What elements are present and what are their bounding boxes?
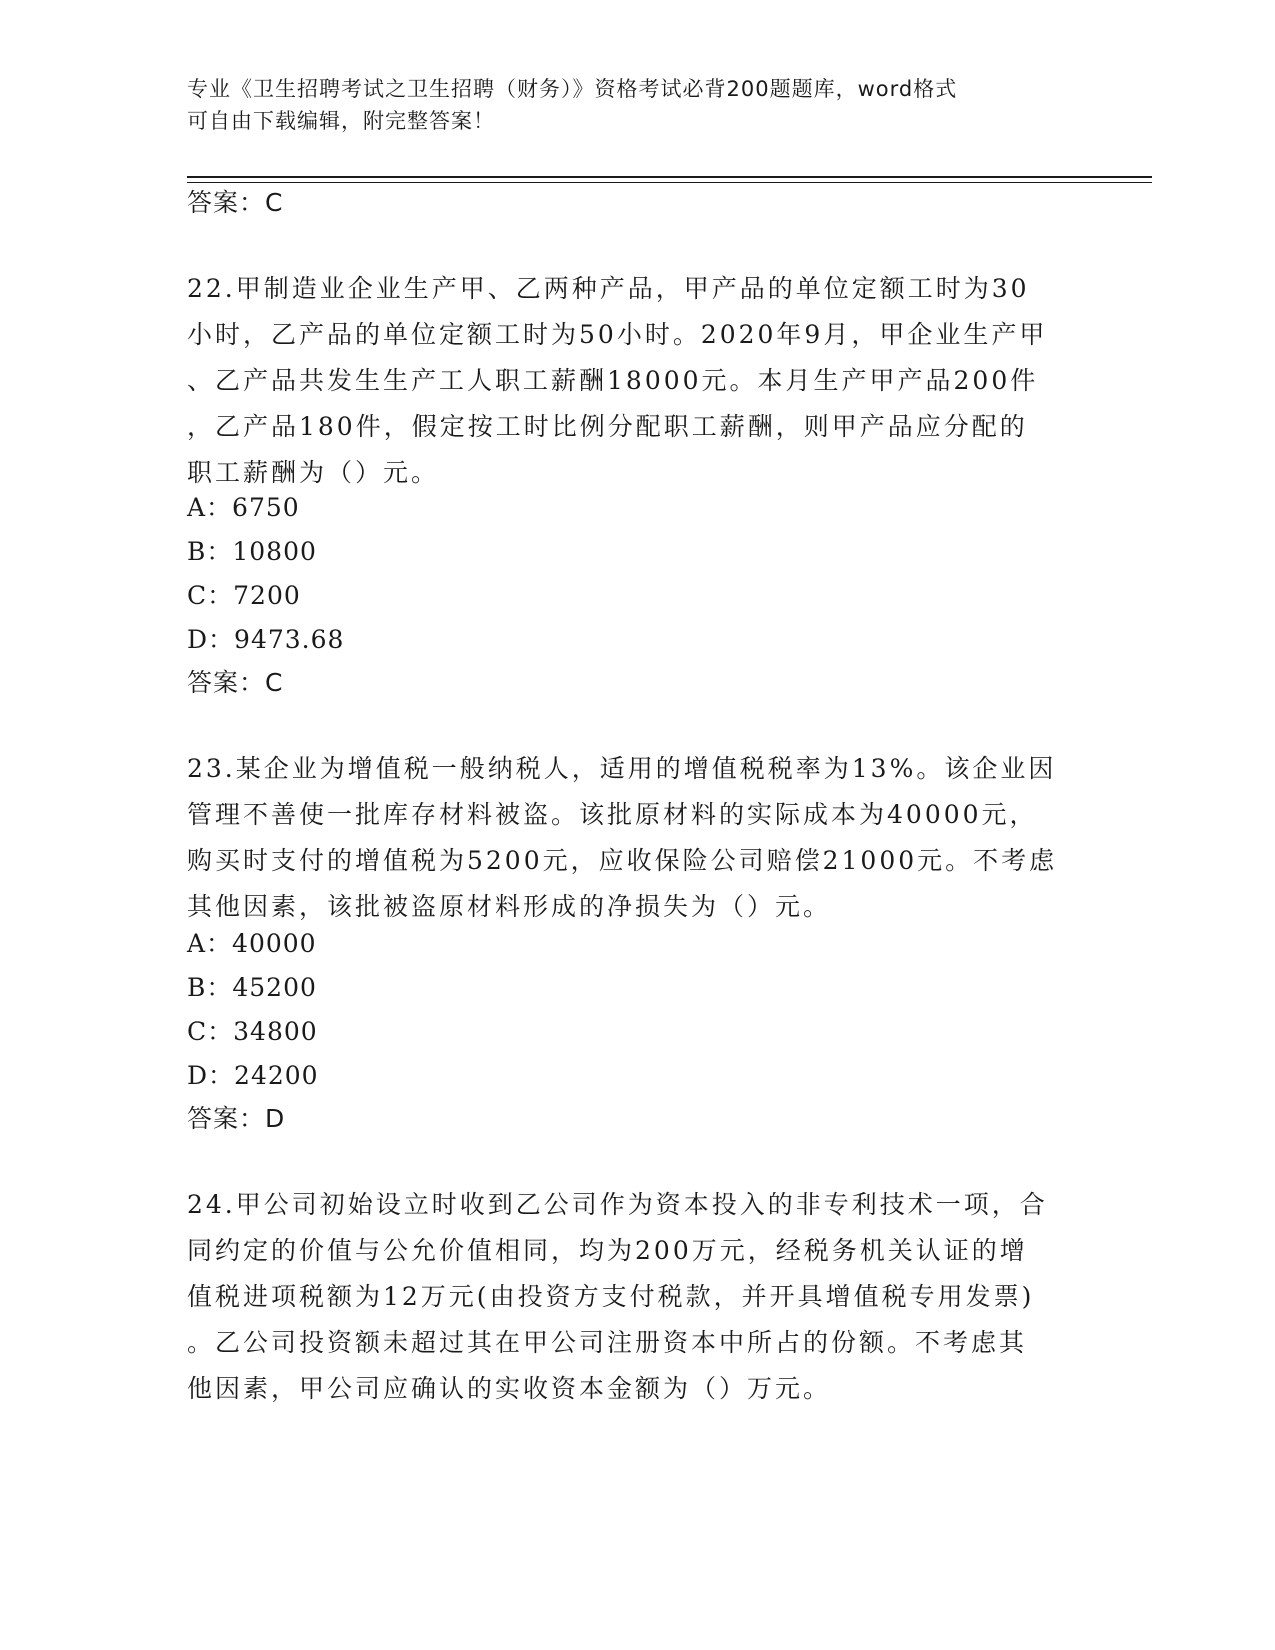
- question-text-line: ，乙产品180件，假定按工时比例分配职工薪酬，则甲产品应分配的: [187, 412, 1028, 441]
- question-text-line: 22.甲制造业企业生产甲、乙两种产品，甲产品的单位定额工时为30: [187, 274, 1030, 303]
- question-23-text: [187, 746, 1077, 930]
- question-text-line: 小时，乙产品的单位定额工时为50小时。2020年9月，甲企业生产甲: [187, 320, 1048, 349]
- question-text-line: 管理不善使一批库存材料被盗。该批原材料的实际成本为40000元，: [187, 800, 1038, 829]
- question-24-text: [187, 1182, 1077, 1412]
- question-text-line: 值税进项税额为12万元(由投资方支付税款，并开具增值税专用发票): [187, 1282, 1035, 1311]
- question-text-line: 其他因素，该批被盗原材料形成的净损失为（）元。: [187, 892, 832, 921]
- question-text-line: 、乙产品共发生生产工人职工薪酬18000元。本月生产甲产品200件: [187, 366, 1039, 395]
- header-divider-thin: [187, 182, 1152, 183]
- question-text-line: 他因素，甲公司应确认的实收资本金额为（）万元。: [187, 1374, 832, 1403]
- answer-line: 答案：C: [187, 188, 284, 217]
- question-text-line: 同约定的价值与公允价值相同，均为200万元，经税务机关认证的增: [187, 1236, 1028, 1265]
- option-c: C：7200: [187, 581, 301, 610]
- option-b: B：10800: [187, 537, 317, 566]
- question-text-line: 24.甲公司初始设立时收到乙公司作为资本投入的非专利技术一项，合: [187, 1190, 1048, 1219]
- question-text-line: 职工薪酬为（）元。: [187, 458, 440, 487]
- option-c: C：34800: [187, 1017, 318, 1046]
- option-b: B：45200: [187, 973, 317, 1002]
- answer-line: 答案：C: [187, 668, 284, 697]
- option-a: A：6750: [187, 493, 300, 522]
- question-text-line: 23.某企业为增值税一般纳税人，适用的增值税税率为13%。该企业因: [187, 754, 1057, 783]
- header-line-1: 专业《卫生招聘考试之卫生招聘（财务）》资格考试必背200题题库，word格式: [187, 77, 958, 101]
- answer-line: 答案：D: [187, 1104, 286, 1133]
- header-divider-thick: [187, 176, 1152, 178]
- question-text-line: 购买时支付的增值税为5200元，应收保险公司赔偿21000元。不考虑: [187, 846, 1058, 875]
- document-header: [187, 73, 1067, 137]
- question-22-text: [187, 266, 1077, 496]
- question-text-line: 。乙公司投资额未超过其在甲公司注册资本中所占的份额。不考虑其: [187, 1328, 1028, 1357]
- option-d: D：9473.68: [187, 625, 345, 654]
- option-d: D：24200: [187, 1061, 319, 1090]
- header-line-2: 可自由下载编辑，附完整答案！: [187, 109, 495, 133]
- option-a: A：40000: [187, 929, 317, 958]
